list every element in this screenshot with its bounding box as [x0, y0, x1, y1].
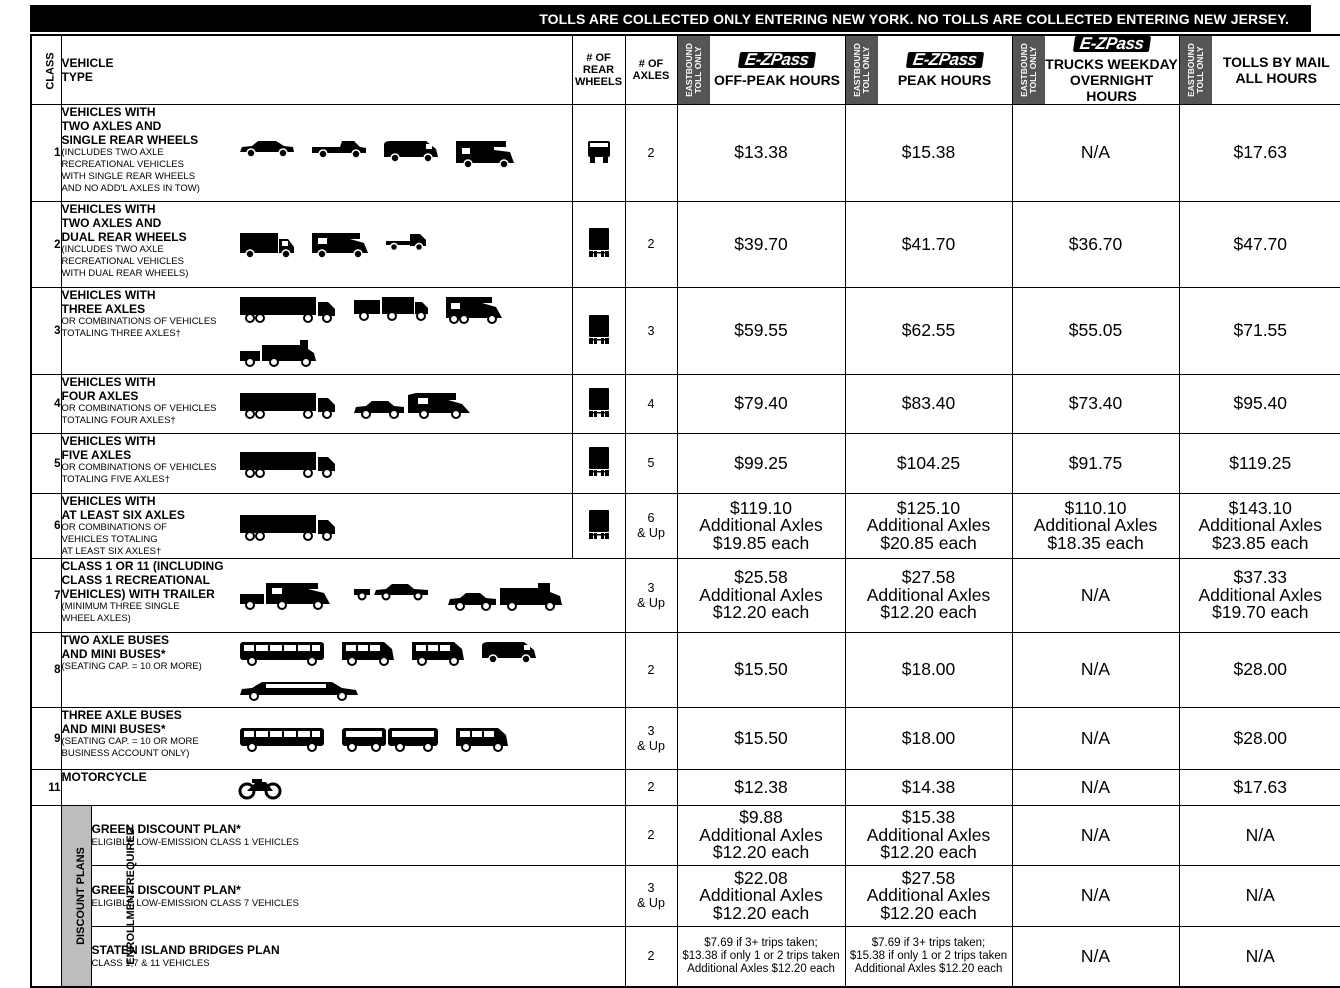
- camper-trailer-icon: [238, 337, 318, 374]
- toll-trucks-overnight: N/A: [1012, 770, 1179, 806]
- van-icon: [480, 639, 538, 672]
- vehicle-description: VEHICLES WITH TWO AXLES AND DUAL REAR WHEELS (INCLUDES TWO AXLE RECREATIONAL VEHICLES WITH DUAL REAR WHEELS): [61, 202, 572, 288]
- motorcycle-icon: [238, 776, 282, 805]
- toll-trucks-overnight: N/A: [1012, 806, 1179, 866]
- vehicle-class-row: [31, 708, 1340, 770]
- rear-wheels-dual-icon: [572, 202, 625, 288]
- toll-by-mail: $119.25: [1179, 434, 1340, 494]
- box-truck-icon: [238, 230, 296, 265]
- car-with-camper-icon: [352, 390, 472, 425]
- toll-trucks-overnight: $73.40: [1012, 375, 1179, 434]
- toll-peak: $83.40: [845, 375, 1012, 434]
- vehicle-class-row: [31, 288, 1340, 375]
- class-number: 1: [31, 105, 61, 202]
- vehicle-description: MOTORCYCLE: [61, 770, 625, 806]
- plan-description: GREEN DISCOUNT PLAN* ELIGIBLE LOW-EMISSION CLASS 1 VEHICLES: [91, 806, 625, 866]
- axle-count: 3 & Up: [625, 866, 677, 927]
- car-icon: [238, 138, 296, 175]
- plan-description: STATEN ISLAND BRIDGES PLAN CLASS 1,7 & 11 VEHICLES: [91, 927, 625, 987]
- discount-plan-row: [31, 806, 1340, 866]
- vehicle-description: VEHICLES WITH TWO AXLES AND SINGLE REAR WHEELS (INCLUDES TWO AXLE RECREATIONAL VEHICLES WITH SINGLE REAR WHEELS AND NO ADD'L AXLES IN TOW): [61, 105, 572, 202]
- toll-by-mail: $37.33 Additional Axles $19.70 each: [1179, 559, 1340, 633]
- articulated-bus-icon: [340, 725, 440, 758]
- toll-trucks-overnight: $110.10 Additional Axles $18.35 each: [1012, 494, 1179, 559]
- toll-trucks-overnight: N/A: [1012, 708, 1179, 770]
- bus-icon: [238, 725, 326, 758]
- toll-peak: $14.38: [845, 770, 1012, 806]
- toll-offpeak: $9.88 Additional Axles $12.20 each: [677, 806, 845, 866]
- vehicle-description: THREE AXLE BUSES AND MINI BUSES* (SEATING CAP. = 10 OR MORE BUSINESS ACCOUNT ONLY): [61, 708, 625, 770]
- rv-icon: [444, 294, 504, 331]
- toll-peak: $62.55: [845, 288, 1012, 375]
- toll-by-mail: $17.63: [1179, 105, 1340, 202]
- toll-peak: $104.25: [845, 434, 1012, 494]
- trucks-header: EASTBOUND TOLL ONLY E-ZPass TRUCKS WEEKDAY OVERNIGHT HOURS: [1012, 35, 1179, 105]
- vehicle-description: VEHICLES WITH AT LEAST SIX AXLES OR COMBINATIONS OF VEHICLES TOTALING AT LEAST SIX AXLES†: [61, 494, 572, 559]
- toll-by-mail: $17.63: [1179, 770, 1340, 806]
- toll-peak: $27.58 Additional Axles $12.20 each: [845, 866, 1012, 927]
- vehicle-class-row: [31, 633, 1340, 708]
- toll-offpeak: $7.69 if 3+ trips taken; $13.38 if only 1 or 2 trips taken Additional Axles $12.20 each: [677, 927, 845, 987]
- toll-peak: $7.69 if 3+ trips taken; $15.38 if only 1 or 2 trips taken Additional Axles $12.20 each: [845, 927, 1012, 987]
- toll-offpeak: $15.50: [677, 633, 845, 708]
- axle-count: 5: [625, 434, 677, 494]
- vehicle-class-row: [31, 202, 1340, 288]
- toll-by-mail: $28.00: [1179, 708, 1340, 770]
- vehicle-description: TWO AXLE BUSES AND MINI BUSES* (SEATING CAP. = 10 OR MORE): [61, 633, 625, 708]
- toll-by-mail: N/A: [1179, 806, 1340, 866]
- car-with-camper-trailer-icon: [446, 580, 566, 617]
- ezpass-logo: E-ZPass: [738, 52, 816, 68]
- semi-truck-icon: [238, 390, 338, 425]
- class-number: 4: [31, 375, 61, 434]
- class-number: 6: [31, 494, 61, 559]
- axle-count: 2: [625, 806, 677, 866]
- vehicle-description: CLASS 1 OR 11 (INCLUDING CLASS 1 RECREATIONAL VEHICLES) WITH TRAILER (MINIMUM THREE SINGLE WHEEL AXLES): [61, 559, 625, 633]
- axle-count: 2: [625, 105, 677, 202]
- vehicle-class-row: [31, 494, 1340, 559]
- rear-wheels-dual-icon: [572, 375, 625, 434]
- axle-count: 4: [625, 375, 677, 434]
- rear-wheels-single-icon: [572, 105, 625, 202]
- toll-trucks-overnight: N/A: [1012, 105, 1179, 202]
- class-number: 11: [31, 770, 61, 806]
- ezpass-logo: E-ZPass: [906, 52, 984, 68]
- vehicle-description: VEHICLES WITH THREE AXLES OR COMBINATIONS OF VEHICLES TOTALING THREE AXLES†: [61, 288, 572, 375]
- toll-offpeak: $99.25: [677, 434, 845, 494]
- class-number: 2: [31, 202, 61, 288]
- header-row: [31, 35, 1340, 105]
- class-number: 7: [31, 559, 61, 633]
- axle-count: 6 & Up: [625, 494, 677, 559]
- axle-count: 2: [625, 927, 677, 987]
- toll-trucks-overnight: N/A: [1012, 866, 1179, 927]
- axles-header: # OF AXLES: [625, 35, 677, 105]
- toll-offpeak: $79.40: [677, 375, 845, 434]
- minibus-icon: [410, 639, 466, 672]
- toll-trucks-overnight: N/A: [1012, 559, 1179, 633]
- toll-trucks-overnight: N/A: [1012, 633, 1179, 708]
- car-towing-icon: [352, 580, 432, 617]
- toll-peak: $15.38: [845, 105, 1012, 202]
- discount-plan-row: [31, 927, 1340, 987]
- toll-peak: $18.00: [845, 708, 1012, 770]
- toll-offpeak: $39.70: [677, 202, 845, 288]
- toll-by-mail: N/A: [1179, 927, 1340, 987]
- vehicle-class-row: [31, 434, 1340, 494]
- toll-offpeak: $15.50: [677, 708, 845, 770]
- toll-peak: $27.58 Additional Axles $12.20 each: [845, 559, 1012, 633]
- vehicle-type-header: VEHICLE TYPE: [61, 35, 572, 105]
- minibus-icon: [454, 725, 510, 758]
- motorhome-icon: [310, 230, 370, 265]
- vehicle-class-row: [31, 105, 1340, 202]
- axle-count: 2: [625, 633, 677, 708]
- toll-offpeak: $12.38: [677, 770, 845, 806]
- ezpass-logo: E-ZPass: [1073, 36, 1151, 52]
- toll-offpeak: $22.08 Additional Axles $12.20 each: [677, 866, 845, 927]
- rear-wheels-header: # OF REAR WHEELS: [572, 35, 625, 105]
- small-truck-icon: [384, 230, 428, 265]
- mail-header: EASTBOUND TOLL ONLY TOLLS BY MAIL ALL HOURS: [1179, 35, 1340, 105]
- toll-peak: $125.10 Additional Axles $20.85 each: [845, 494, 1012, 559]
- toll-by-mail: $143.10 Additional Axles $23.85 each: [1179, 494, 1340, 559]
- axle-count: 3 & Up: [625, 708, 677, 770]
- class-number: 8: [31, 633, 61, 708]
- toll-by-mail: N/A: [1179, 866, 1340, 927]
- toll-by-mail: $95.40: [1179, 375, 1340, 434]
- toll-trucks-overnight: N/A: [1012, 927, 1179, 987]
- eastbound-tag: EASTBOUND TOLL ONLY: [678, 36, 710, 104]
- vehicle-class-row: [31, 559, 1340, 633]
- toll-peak: $15.38 Additional Axles $12.20 each: [845, 806, 1012, 866]
- toll-peak: $41.70: [845, 202, 1012, 288]
- axle-count: 3 & Up: [625, 559, 677, 633]
- vehicle-description: VEHICLES WITH FOUR AXLES OR COMBINATIONS OF VEHICLES TOTALING FOUR AXLES†: [61, 375, 572, 434]
- vehicle-class-row: [31, 770, 1340, 806]
- eastbound-tag: EASTBOUND TOLL ONLY: [1180, 36, 1212, 104]
- semi-truck-icon: [238, 449, 338, 484]
- axle-count: 3: [625, 288, 677, 375]
- axle-count: 2: [625, 770, 677, 806]
- camper-with-trailer-icon: [238, 580, 338, 617]
- rear-wheels-dual-icon: [572, 288, 625, 375]
- toll-table: [30, 34, 1340, 988]
- offpeak-header: EASTBOUND TOLL ONLY E-ZPass OFF-PEAK HOURS: [677, 35, 845, 105]
- vehicle-class-row: [31, 375, 1340, 434]
- axle-count: 2: [625, 202, 677, 288]
- toll-trucks-overnight: $36.70: [1012, 202, 1179, 288]
- eastbound-tag: EASTBOUND TOLL ONLY: [846, 36, 878, 104]
- toll-peak: $18.00: [845, 633, 1012, 708]
- toll-by-mail: $71.55: [1179, 288, 1340, 375]
- camper-icon: [454, 138, 516, 175]
- discount-plans-label: DISCOUNT PLANS: [31, 806, 61, 987]
- peak-header: EASTBOUND TOLL ONLY E-ZPass PEAK HOURS: [845, 35, 1012, 105]
- rear-wheels-dual-icon: [572, 434, 625, 494]
- semi-truck-icon: [238, 294, 338, 331]
- pickup-truck-icon: [310, 138, 368, 175]
- truck-with-trailer-icon: [352, 294, 430, 331]
- toll-trucks-overnight: $91.75: [1012, 434, 1179, 494]
- bus-icon: [238, 639, 326, 672]
- semi-truck-icon: [238, 512, 338, 547]
- toll-offpeak: $59.55: [677, 288, 845, 375]
- toll-offpeak: $13.38: [677, 105, 845, 202]
- class-number: 9: [31, 708, 61, 770]
- rear-wheels-dual-icon: [572, 494, 625, 559]
- toll-offpeak: $25.58 Additional Axles $12.20 each: [677, 559, 845, 633]
- plan-description: GREEN DISCOUNT PLAN* ELIGIBLE LOW-EMISSION CLASS 7 VEHICLES: [91, 866, 625, 927]
- eastbound-tag: EASTBOUND TOLL ONLY: [1013, 36, 1045, 104]
- vehicle-description: VEHICLES WITH FIVE AXLES OR COMBINATIONS OF VEHICLES TOTALING FIVE AXLES†: [61, 434, 572, 494]
- minibus-icon: [340, 639, 396, 672]
- van-icon: [382, 138, 440, 175]
- class-number: 3: [31, 288, 61, 375]
- toll-offpeak: $119.10 Additional Axles $19.85 each: [677, 494, 845, 559]
- discount-plan-row: [31, 866, 1340, 927]
- toll-by-mail: $28.00: [1179, 633, 1340, 708]
- top-banner: TOLLS ARE COLLECTED ONLY ENTERING NEW YORK. NO TOLLS ARE COLLECTED ENTERING NEW JERSEY.: [30, 5, 1311, 32]
- class-header: CLASS: [31, 35, 61, 105]
- class-number: 5: [31, 434, 61, 494]
- enrollment-required-label: ENROLLMENT REQUIRED: [61, 806, 91, 987]
- toll-by-mail: $47.70: [1179, 202, 1340, 288]
- toll-trucks-overnight: $55.05: [1012, 288, 1179, 375]
- limousine-icon: [238, 678, 360, 707]
